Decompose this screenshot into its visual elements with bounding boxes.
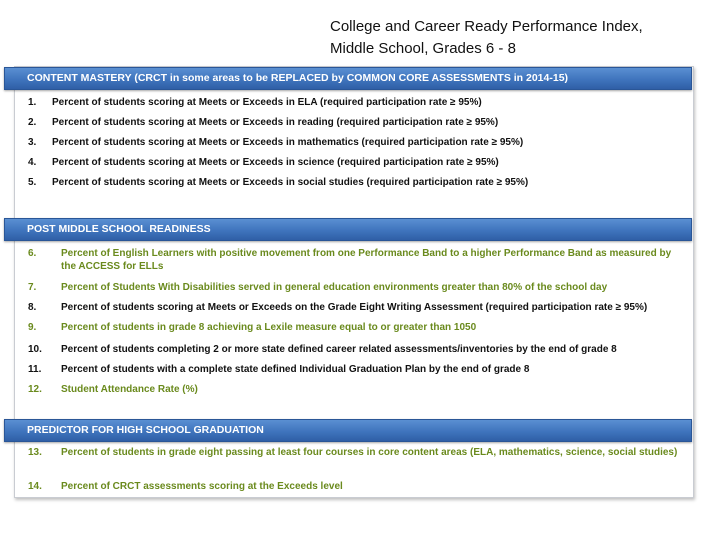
- title-line-2: Middle School, Grades 6 - 8: [330, 40, 516, 57]
- item-number: 9.: [28, 322, 37, 333]
- item-text: Percent of Students With Disabilities served in general education environments greater than 80% of the school day: [61, 282, 608, 293]
- item-number: 1.: [28, 97, 37, 108]
- item-number: 12.: [28, 384, 42, 395]
- item-number: 7.: [28, 282, 37, 293]
- item-text: Student Attendance Rate (%): [61, 384, 198, 395]
- item-number: 4.: [28, 157, 37, 168]
- section-header-predictor-for-high-school-graduation: PREDICTOR FOR HIGH SCHOOL GRADUATION: [4, 419, 692, 442]
- page-title: [330, 16, 710, 60]
- item-text: Percent of English Learners with positive movement from one Performance Band to a higher Performance Band as measured by the ACCESS for ELLs: [61, 248, 672, 272]
- item-number: 13.: [28, 447, 42, 458]
- item-text: Percent of CRCT assessments scoring at the Exceeds level: [61, 481, 343, 492]
- item-number: 3.: [28, 137, 37, 148]
- item-text: Percent of students scoring at Meets or Exceeds on the Grade Eight Writing Assessment (required participation rate ≥ 95%): [61, 302, 648, 313]
- section-header-post-middle-school-readiness: POST MIDDLE SCHOOL READINESS: [4, 218, 692, 241]
- item-text: Percent of students completing 2 or more state defined career related assessments/inventories by the end of grade 8: [61, 344, 617, 355]
- item-text: Percent of students scoring at Meets or Exceeds in mathematics (required participation rate ≥ 95%): [52, 137, 524, 148]
- item-number: 10.: [28, 344, 42, 355]
- item-text: Percent of students in grade 8 achieving a Lexile measure equal to or greater than 1050: [61, 322, 477, 333]
- item-text: Percent of students scoring at Meets or Exceeds in ELA (required participation rate ≥ 95%): [52, 97, 482, 108]
- item-number: 5.: [28, 177, 37, 188]
- section-header-content-mastery: CONTENT MASTERY (CRCT in some areas to be REPLACED by COMMON CORE ASSESSMENTS in 2014-15): [4, 67, 692, 90]
- item-text: Percent of students in grade eight passing at least four courses in core content areas (ELA, mathematics, science, social studies): [61, 447, 678, 458]
- item-number: 6.: [28, 248, 37, 259]
- item-number: 8.: [28, 302, 37, 313]
- item-number: 11.: [28, 364, 42, 375]
- item-text: Percent of students scoring at Meets or Exceeds in science (required participation rate ≥ 95%): [52, 157, 499, 168]
- item-text: Percent of students scoring at Meets or Exceeds in reading (required participation rate ≥ 95%): [52, 117, 499, 128]
- item-number: 14.: [28, 481, 42, 492]
- title-line-1: College and Career Ready Performance Index,: [330, 18, 643, 35]
- item-text: Percent of students scoring at Meets or Exceeds in social studies (required participation rate ≥ 95%): [52, 177, 529, 188]
- item-text: Percent of students with a complete state defined Individual Graduation Plan by the end of grade 8: [61, 364, 530, 375]
- item-number: 2.: [28, 117, 37, 128]
